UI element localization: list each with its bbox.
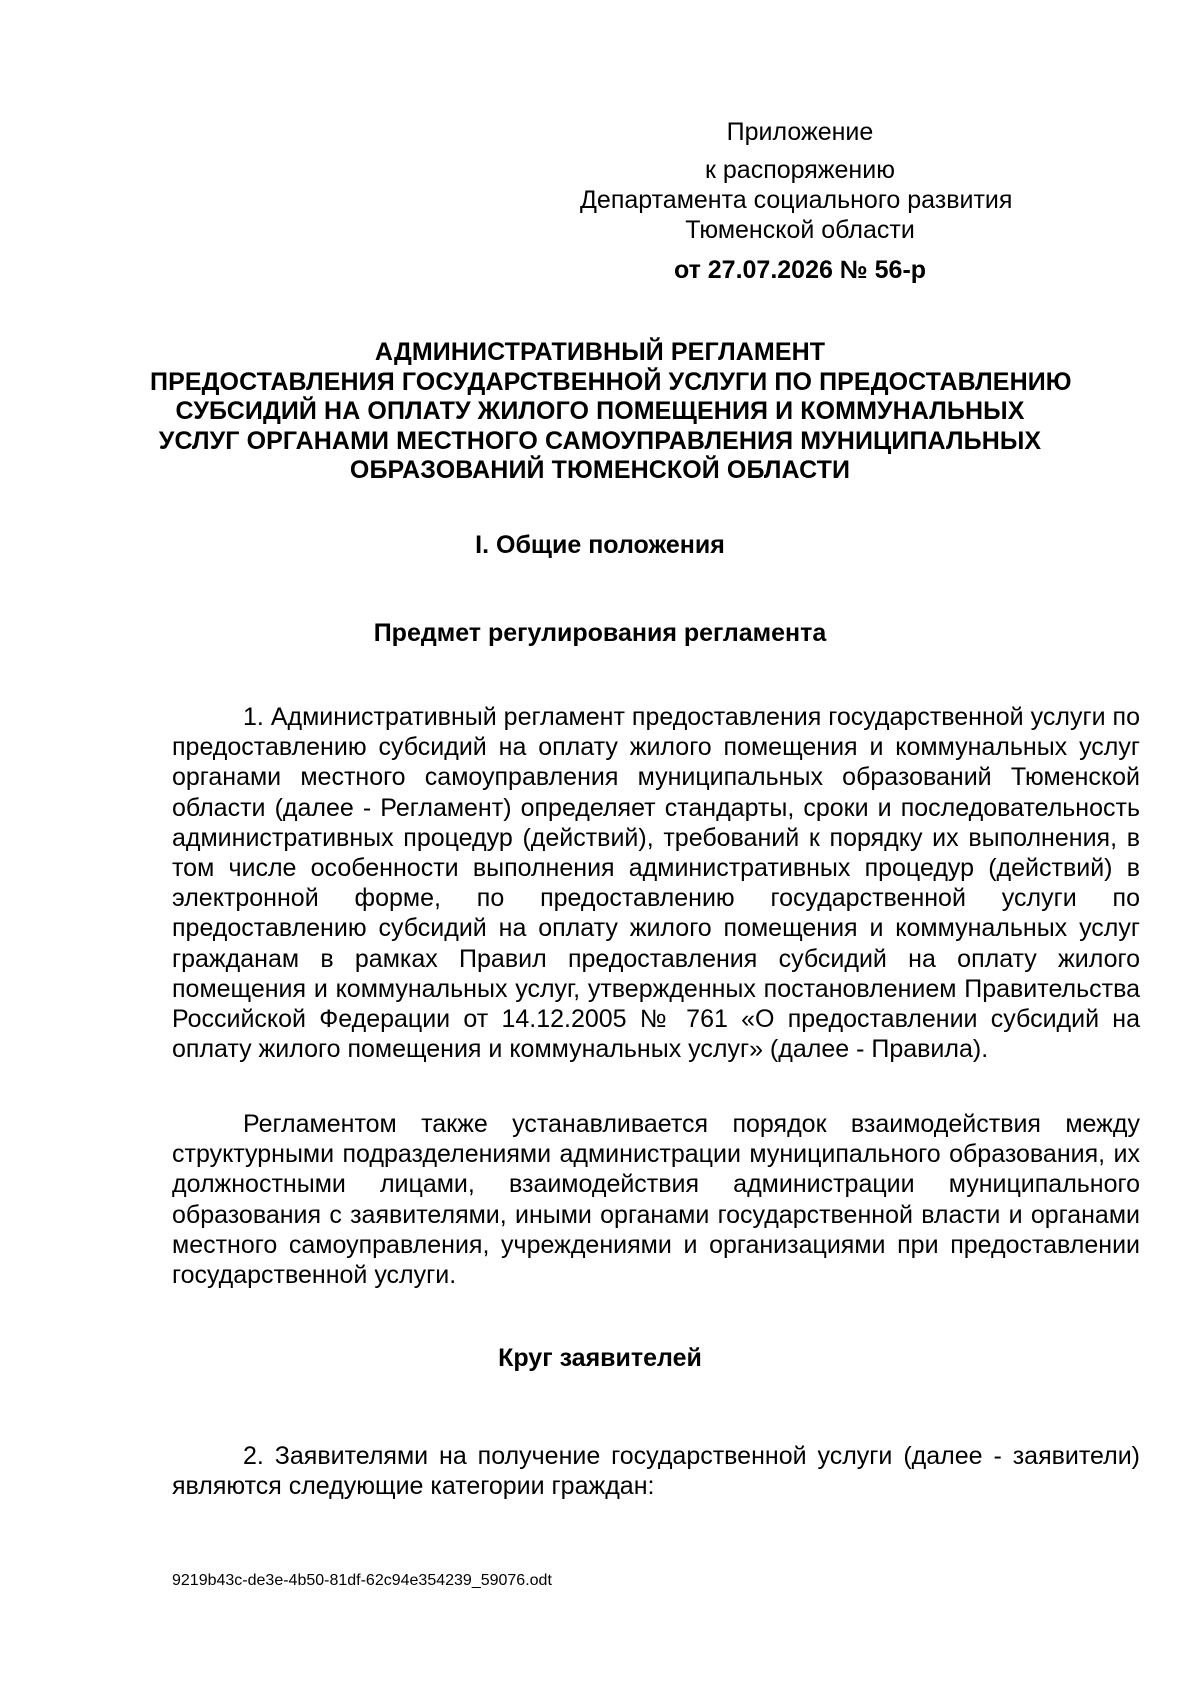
appendix-region: Тюменской области bbox=[685, 216, 915, 244]
subheading-applicants: Круг заявителей bbox=[498, 1344, 702, 1372]
title-line: АДМИНИСТРАТИВНЫЙ РЕГЛАМЕНТ bbox=[374, 338, 826, 366]
paragraph-2: Регламентом также устанавливается порядок взаимодействия между структурными подразделениями администрации муниципального образования, их должностными лицами, взаимодействия администрации муниципального образования с заявителями, иными органами государственной власти и органами местного самоуправления, учреждениями и организациями при предоставлении государственной услуги. bbox=[172, 1110, 1140, 1290]
title-line: СУБСИДИЙ НА ОПЛАТУ ЖИЛОГО ПОМЕЩЕНИЯ И КОММУНАЛЬНЫХ bbox=[175, 397, 1025, 425]
title-line: ОБРАЗОВАНИЙ ТЮМЕНСКОЙ ОБЛАСТИ bbox=[349, 456, 851, 484]
paragraph-1: 1. Административный регламент предоставления государственной услуги по предоставлению субсидий на оплату жилого помещения и коммунальных услуг органами местного самоуправления муниципальных образований Тюменской области (далее - Регламент) определяет стандарты, сроки и последовательность административных процедур (действий), требований к порядку их выполнения, в том числе особенности выполнения административных процедур (действий) в электронной форме, по предоставлению государственной услуги по предоставлению субсидий на оплату жилого помещения и коммунальных услуг гражданам в рамках Правил предоставления субсидий на оплату жилого помещения и коммунальных услуг, утвержденных постановлением Правительства Российской Федерации от 14.12.2005 № 761 «О предоставлении субсидий на оплату жилого помещения и коммунальных услуг» (далее - Правила). bbox=[172, 703, 1140, 1064]
appendix-department: Департамента социального развития bbox=[580, 186, 1013, 214]
title-line: ПРЕДОСТАВЛЕНИЯ ГОСУДАРСТВЕННОЙ УСЛУГИ ПО ПРЕДОСТАВЛЕНИЮ bbox=[150, 367, 1072, 396]
appendix-order-number: от 27.07.2026 № 56-р bbox=[673, 256, 927, 284]
section-heading: I. Общие положения bbox=[475, 531, 725, 559]
appendix-order-label: к распоряжению bbox=[705, 156, 895, 184]
paragraph-3: 2. Заявителями на получение государственной услуги (далее - заявители) являются следующие категории граждан: bbox=[172, 1442, 1140, 1501]
document-title bbox=[150, 338, 1072, 486]
footer-filename: 9219b43c-de3e-4b50-81df-62c94e354239_59076.odt bbox=[172, 1572, 552, 1589]
title-line: УСЛУГ ОРГАНАМИ МЕСТНОГО САМОУПРАВЛЕНИЯ МУНИЦИПАЛЬНЫХ bbox=[158, 426, 1042, 455]
subheading-regulation-subject: Предмет регулирования регламента bbox=[373, 619, 827, 647]
appendix-title: Приложение bbox=[726, 118, 874, 146]
